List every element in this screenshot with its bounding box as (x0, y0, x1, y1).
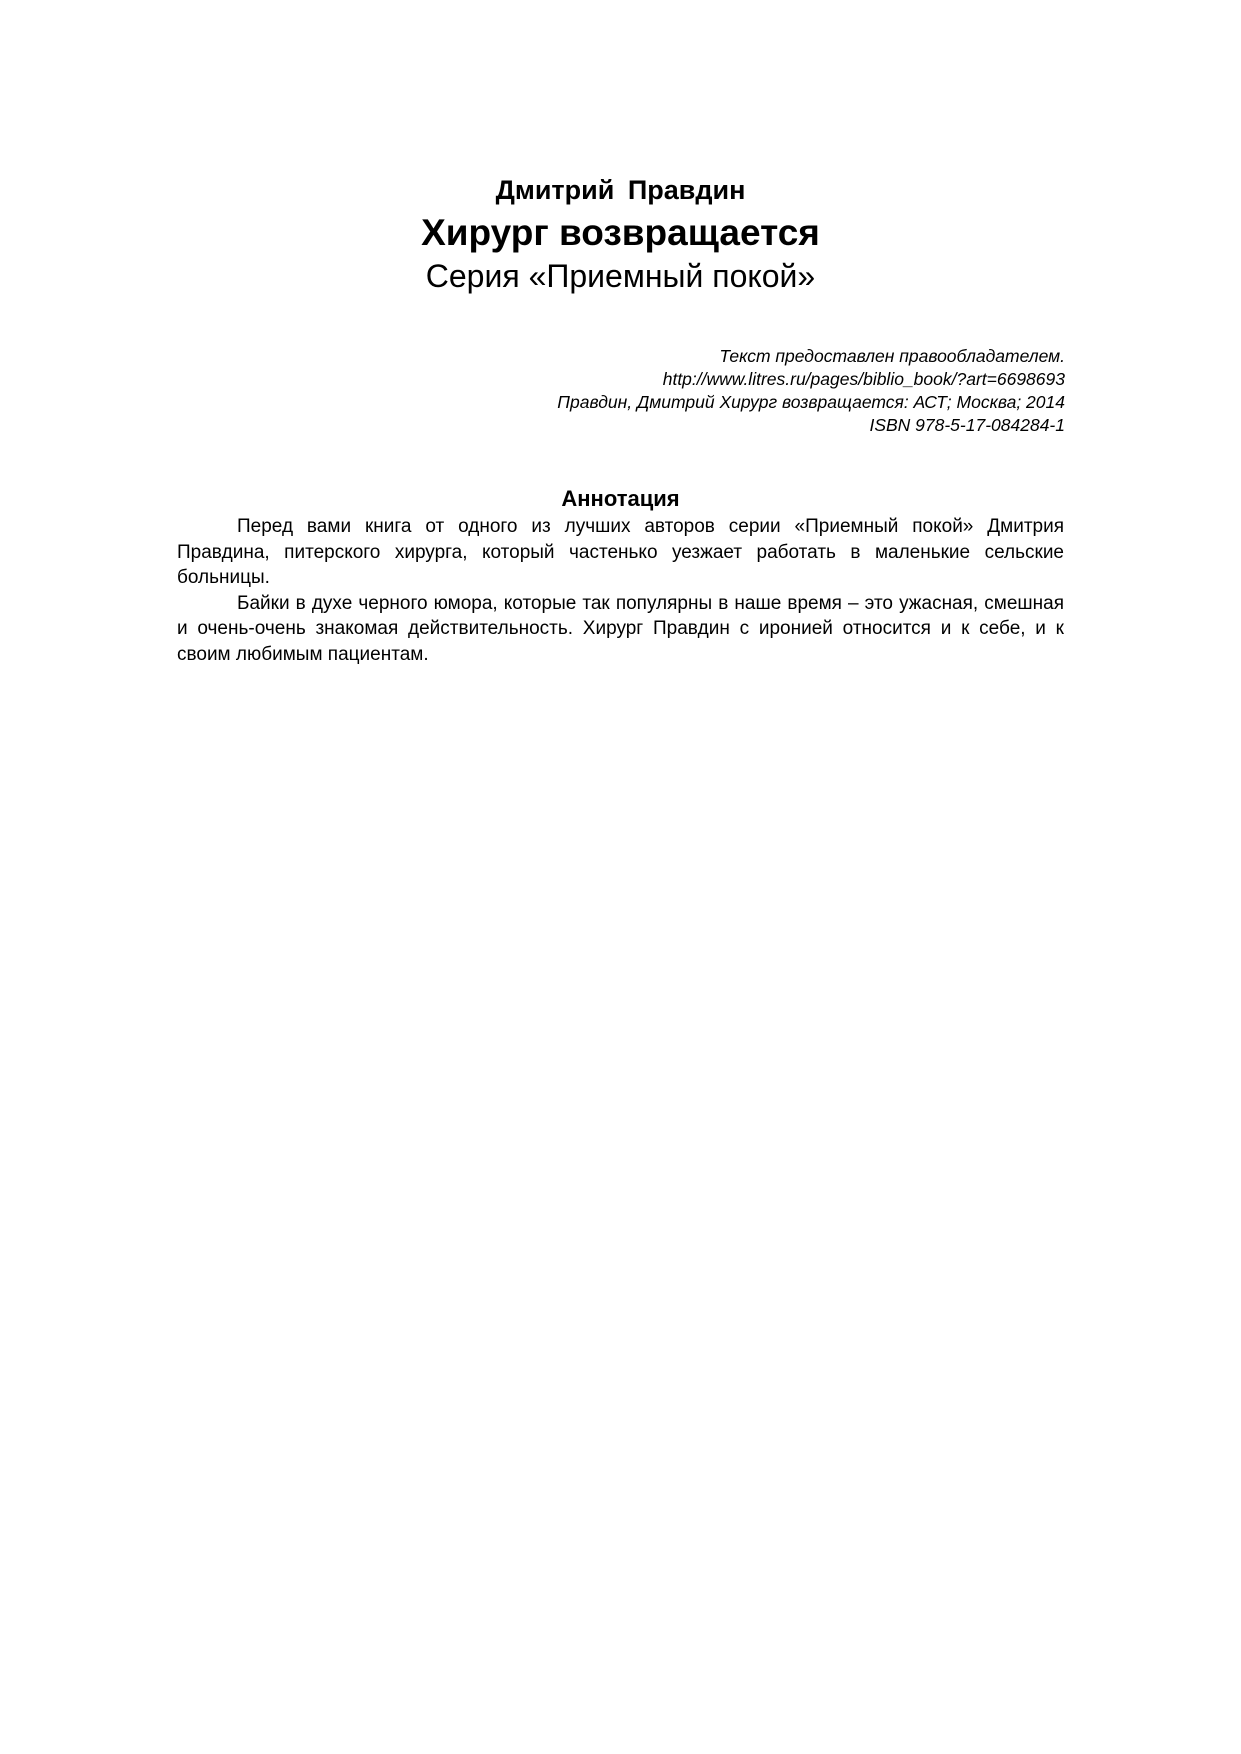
series-title: Серия «Приемный покой» (425, 258, 816, 294)
author-name: Дмитрий Правдин (495, 175, 746, 205)
annotation-paragraph: Перед вами книга от одного из лучших авторов серии «Приемный покой» Дмитрия Правдина, питерского хирурга, который частенько уезжает работать в маленькие сельские больницы. (177, 516, 1064, 588)
rights-notice: Текст предоставлен правообладателем. (719, 346, 1065, 366)
source-url: http://www.litres.ru/pages/biblio_book/?art=6698693 (662, 369, 1065, 389)
annotation-heading: Аннотация (561, 486, 680, 511)
book-title: Хирург возвращается (421, 212, 820, 253)
bibliographic-record: Правдин, Дмитрий Хирург возвращается: АСТ; Москва; 2014 (557, 392, 1065, 412)
annotation-paragraph: Байки в духе черного юмора, которые так популярны в наше время – это ужасная, смешная и очень-очень знакомая действительность. Хирург Правдин с иронией относится и к себе, и к своим любимым пациентам. (177, 592, 1064, 665)
annotation-section (177, 484, 1064, 667)
isbn: ISBN 978-5-17-084284-1 (869, 415, 1065, 435)
publication-meta (557, 345, 1065, 437)
